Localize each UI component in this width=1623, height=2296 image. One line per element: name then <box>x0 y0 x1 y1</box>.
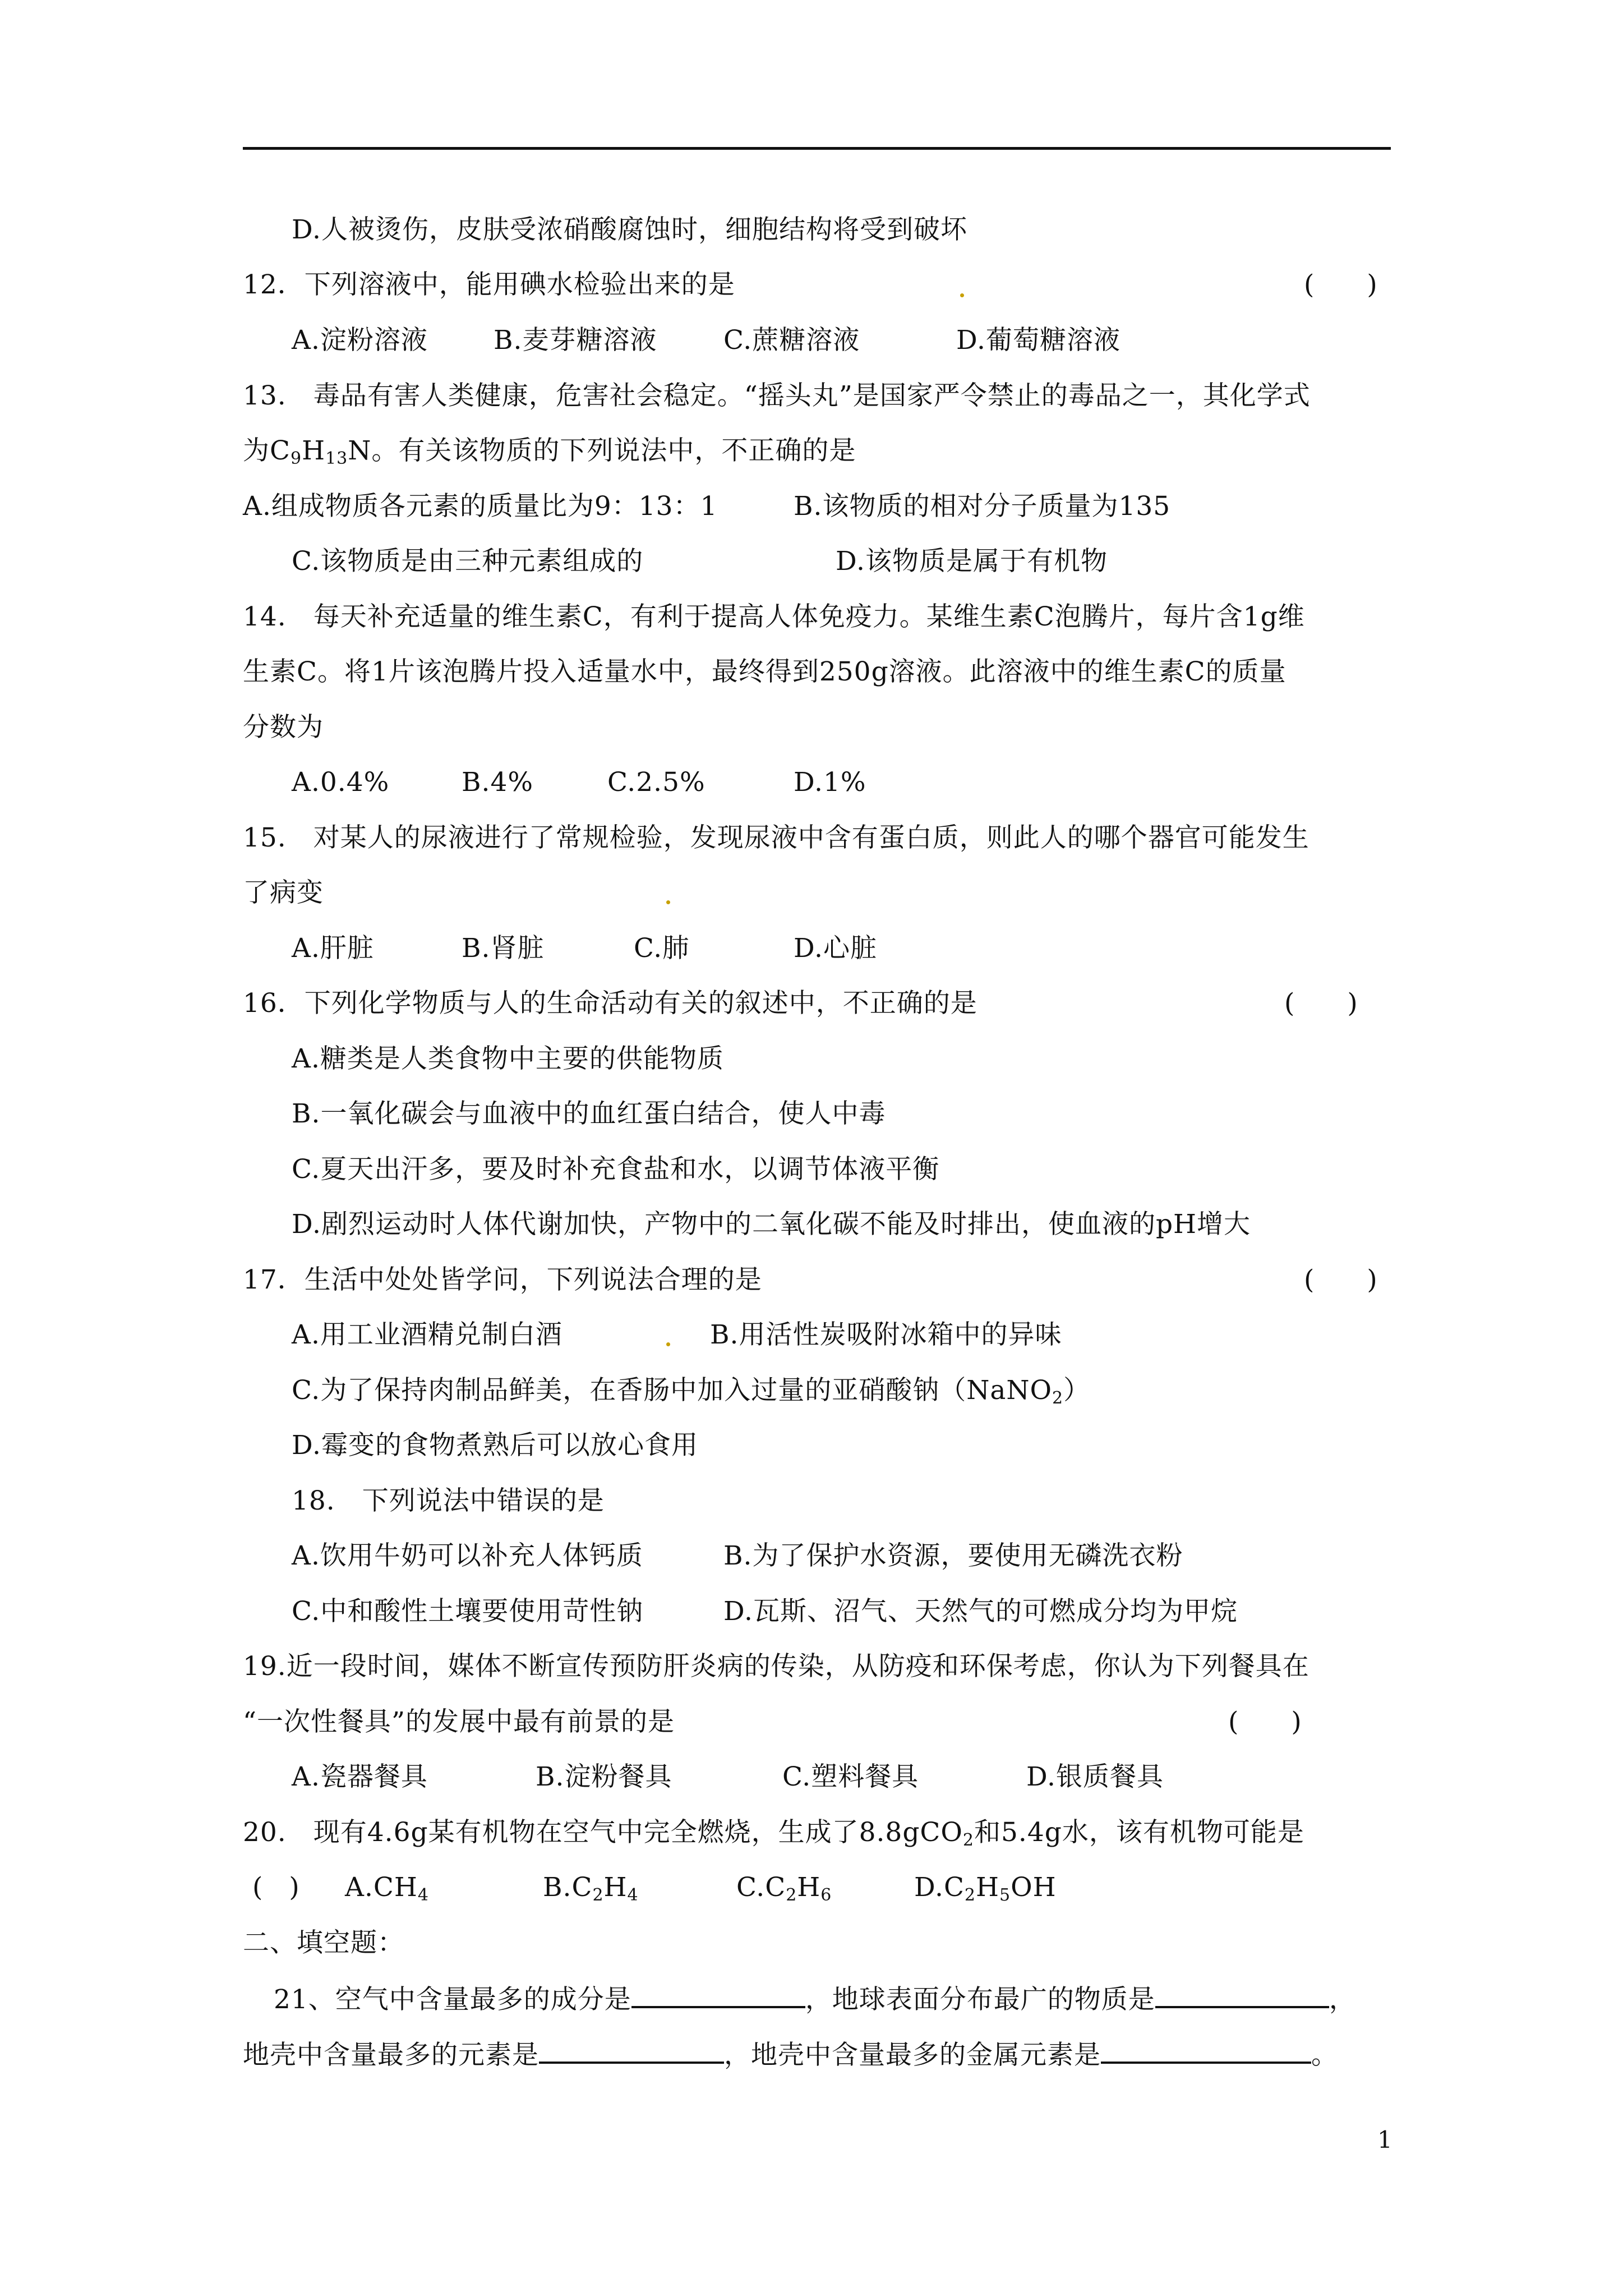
q17-option-b: B.用活性炭吸附冰箱中的异味 <box>710 1319 1062 1350</box>
q13-option-b: B.该物质的相对分子质量为135 <box>794 491 1171 522</box>
q14-stem-line2: 生素C。将1片该泡腾片投入适量水中，最终得到250g溶液。此溶液中的维生素C的质量 <box>243 656 1287 687</box>
q19-answer-paren: ( ) <box>1228 1706 1302 1737</box>
q15-stem-line2: 了病变 <box>243 877 324 908</box>
q16-option-d: D.剧烈运动时人体代谢加快，产物中的二氧化碳不能及时排出，使血液的pH增大 <box>292 1209 1251 1240</box>
q18-option-b: B.为了保护水资源，要使用无磷洗衣粉 <box>723 1540 1183 1571</box>
q20-option-d: $D.C_2H_5OH$ <box>914 1872 1057 1905</box>
q19-option-a: A.瓷器餐具 <box>292 1761 428 1792</box>
answer-blank[interactable] <box>1101 2037 1311 2064</box>
answer-blank[interactable] <box>631 1981 805 2008</box>
q16-stem: 16．下列化学物质与人的生命活动有关的叙述中，不正确的是 <box>243 988 978 1019</box>
q13-option-d: D.该物质是属于有机物 <box>836 546 1108 577</box>
section-title-fill-in: 二、填空题： <box>243 1927 404 1958</box>
q19-option-c: C.塑料餐具 <box>782 1761 919 1792</box>
q15-stem-line1: 15. 对某人的尿液进行了常规检验，发现尿液中含有蛋白质，则此人的哪个器官可能发生 <box>243 822 1310 853</box>
q17-option-c: C.为了保持肉制品鲜美，在香肠中加入过量的亚硝酸钠（NaNO$_2$） <box>292 1375 1091 1408</box>
q11-option-d: D.人被烫伤，皮肤受浓硝酸腐蚀时，细胞结构将受到破坏 <box>292 214 967 245</box>
q21-line2: 地壳中含量最多的元素是 ，地壳中含量最多的金属元素是 。 <box>243 2037 1338 2072</box>
q20-answer-paren: ( ) <box>252 1872 299 1903</box>
answer-blank[interactable] <box>539 2037 724 2064</box>
page-number: 1 <box>1377 2126 1393 2154</box>
q14-option-a: A.0.4% <box>292 767 390 798</box>
q15-option-a: A.肝脏 <box>292 933 374 964</box>
q13-option-a: A.组成物质各元素的质量比为9：13：1 <box>243 491 718 522</box>
q14-stem-line3: 分数为 <box>243 712 324 743</box>
q17-stem: 17．生活中处处皆学问，下列说法合理的是 <box>243 1264 762 1295</box>
stray-dot <box>666 1342 670 1346</box>
q15-option-c: C.肺 <box>634 933 690 964</box>
q17-answer-paren: ( ) <box>1304 1264 1377 1295</box>
q12-option-a: A.淀粉溶液 <box>292 325 428 356</box>
q16-option-c: C.夏天出汗多，要及时补充食盐和水，以调节体液平衡 <box>292 1154 940 1185</box>
q12-option-b: B.麦芽糖溶液 <box>494 325 657 356</box>
q17-option-a: A.用工业酒精兑制白酒 <box>292 1319 562 1350</box>
stray-dot <box>666 900 670 904</box>
q20-option-a: $A.CH_4$ <box>345 1872 429 1905</box>
q19-stem-line2: “一次性餐具”的发展中最有前景的是 <box>243 1706 675 1737</box>
q14-option-d: D.1% <box>794 767 866 798</box>
q15-option-b: B.肾脏 <box>462 933 545 964</box>
q14-option-b: B.4% <box>462 767 534 798</box>
q12-option-c: C.蔗糖溶液 <box>723 325 860 356</box>
q19-option-b: B.淀粉餐具 <box>536 1761 672 1792</box>
q14-option-c: C.2.5% <box>607 767 706 798</box>
q20-option-c: $C.C_2H_6$ <box>736 1872 832 1905</box>
q17-option-d: D.霉变的食物煮熟后可以放心食用 <box>292 1430 698 1461</box>
q13-stem-line1: 13. 毒品有害人类健康，危害社会稳定。“摇头丸”是国家严令禁止的毒品之一，其化学式 <box>243 380 1311 411</box>
q20-stem: 20. 现有4.6g某有机物在空气中完全燃烧，生成了8.8gCO$_2$和5.4g水，该有机物可能是 <box>243 1817 1304 1850</box>
header-rule <box>243 147 1391 150</box>
q14-stem-line1: 14. 每天补充适量的维生素C，有利于提高人体免疫力。某维生素C泡腾片，每片含1g维 <box>243 601 1305 632</box>
q19-stem-line1: 19.近一段时间，媒体不断宣传预防肝炎病的传染，从防疫和环保考虑，你认为下列餐具在 <box>243 1651 1310 1682</box>
q20-option-b: $B.C_2H_4$ <box>543 1872 639 1905</box>
q12-option-d: D.葡萄糖溶液 <box>956 325 1121 356</box>
q13-option-c: C.该物质是由三种元素组成的 <box>292 546 644 577</box>
q18-option-c: C.中和酸性土壤要使用苛性钠 <box>292 1596 644 1627</box>
q18-option-d: D.瓦斯、沼气、天然气的可燃成分均为甲烷 <box>723 1596 1238 1627</box>
answer-blank[interactable] <box>1155 1981 1329 2008</box>
q16-option-a: A.糖类是人类食物中主要的供能物质 <box>292 1043 724 1074</box>
q18-option-a: A.饮用牛奶可以补充人体钙质 <box>292 1540 643 1571</box>
q16-answer-paren: ( ) <box>1284 988 1358 1019</box>
q12-answer-paren: ( ) <box>1304 269 1377 300</box>
q21-line1: 21、空气中含量最多的成分是 ，地球表面分布最广的物质是 ， <box>274 1981 1356 2017</box>
stray-dot <box>960 293 964 297</box>
q18-stem: 18. 下列说法中错误的是 <box>292 1485 605 1516</box>
q13-stem-line2: 为$C_9H_{13}N$。有关该物质的下列说法中，不正确的是 <box>243 435 856 468</box>
q19-option-d: D.银质餐具 <box>1026 1761 1164 1792</box>
q12-stem: 12．下列溶液中，能用碘水检验出来的是 <box>243 269 735 300</box>
q15-option-d: D.心脏 <box>794 933 877 964</box>
q16-option-b: B.一氧化碳会与血液中的血红蛋白结合，使人中毒 <box>292 1098 886 1129</box>
